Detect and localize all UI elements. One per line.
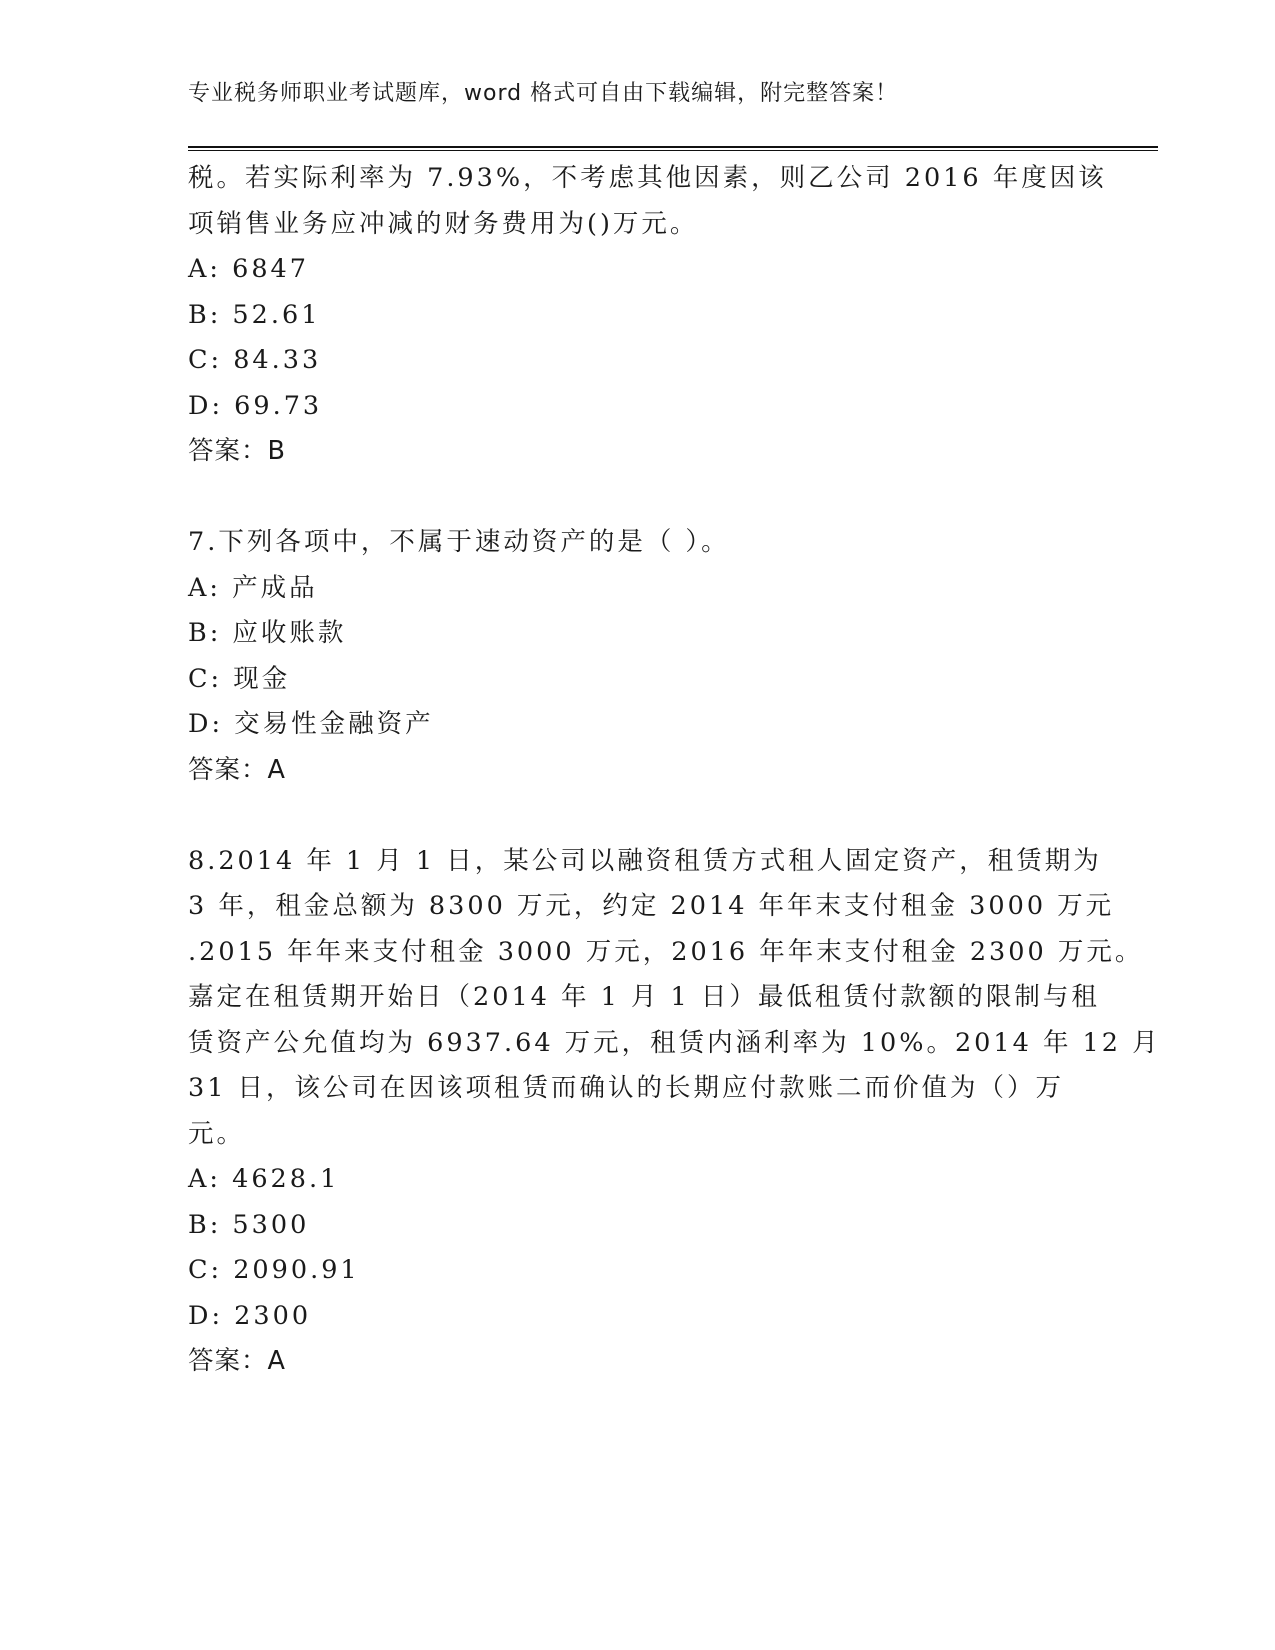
document-body [188,156,1161,1385]
question-8 [188,839,1161,1385]
question-8-text-line: 3 年，租金总额为 8300 万元，约定 2014 年年末支付租金 3000 万元 [188,891,1115,921]
question-7-option-b: B: 应收账款 [188,618,347,648]
question-8-option-a: A: 4628.1 [188,1164,340,1194]
question-8-text-line: 8.2014 年 1 月 1 日，某公司以融资租赁方式租人固定资产，租赁期为 [188,845,1102,876]
question-6-option-c: C: 84.33 [188,345,322,375]
question-8-text-line: .2015 年年来支付租金 3000 万元，2016 年年末支付租金 2300 万元。 [188,936,1144,967]
question-6-text-line: 项销售业务应冲减的财务费用为()万元。 [188,208,699,239]
question-7-option-d: D: 交易性金融资产 [188,709,434,739]
question-8-text-line: 31 日，该公司在因该项租赁而确认的长期应付款账二而价值为（）万 [188,1073,1065,1103]
question-7-option-a: A: 产成品 [188,572,318,603]
question-6-text-line: 税。若实际利率为 7.93%，不考虑其他因素，则乙公司 2016 年度因该 [188,163,1107,193]
question-7-option-c: C: 现金 [188,663,291,694]
spacer [188,475,1088,521]
question-8-text-line: 嘉定在租赁期开始日（2014 年 1 月 1 日）最低租赁付款额的限制与租 [188,982,1100,1012]
question-6-option-d: D: 69.73 [188,390,323,421]
question-6 [188,156,1107,475]
question-7-answer: 答案：A [188,754,286,785]
question-6-option-b: B: 52.61 [188,299,321,330]
question-8-option-d: D: 2300 [188,1300,312,1331]
question-8-answer: 答案：A [188,1346,286,1376]
page-header-text: 专业税务师职业考试题库，word 格式可自由下载编辑，附完整答案！ [188,81,899,106]
question-8-text-line: 元。 [188,1118,246,1149]
question-8-option-c: C: 2090.91 [188,1255,360,1285]
question-8-option-b: B: 5300 [188,1209,310,1240]
spacer [188,793,1088,839]
header-divider [188,146,1158,151]
question-7-text-line: 7.下列各项中，不属于速动资产的是（ ）。 [188,527,730,557]
question-8-text-line: 赁资产公允值均为 6937.64 万元，租赁内涵利率为 10%。2014 年 12 月 [188,1027,1161,1058]
question-7 [188,520,1088,793]
question-6-option-a: A: 6847 [188,254,310,284]
question-6-answer: 答案：B [188,436,286,466]
